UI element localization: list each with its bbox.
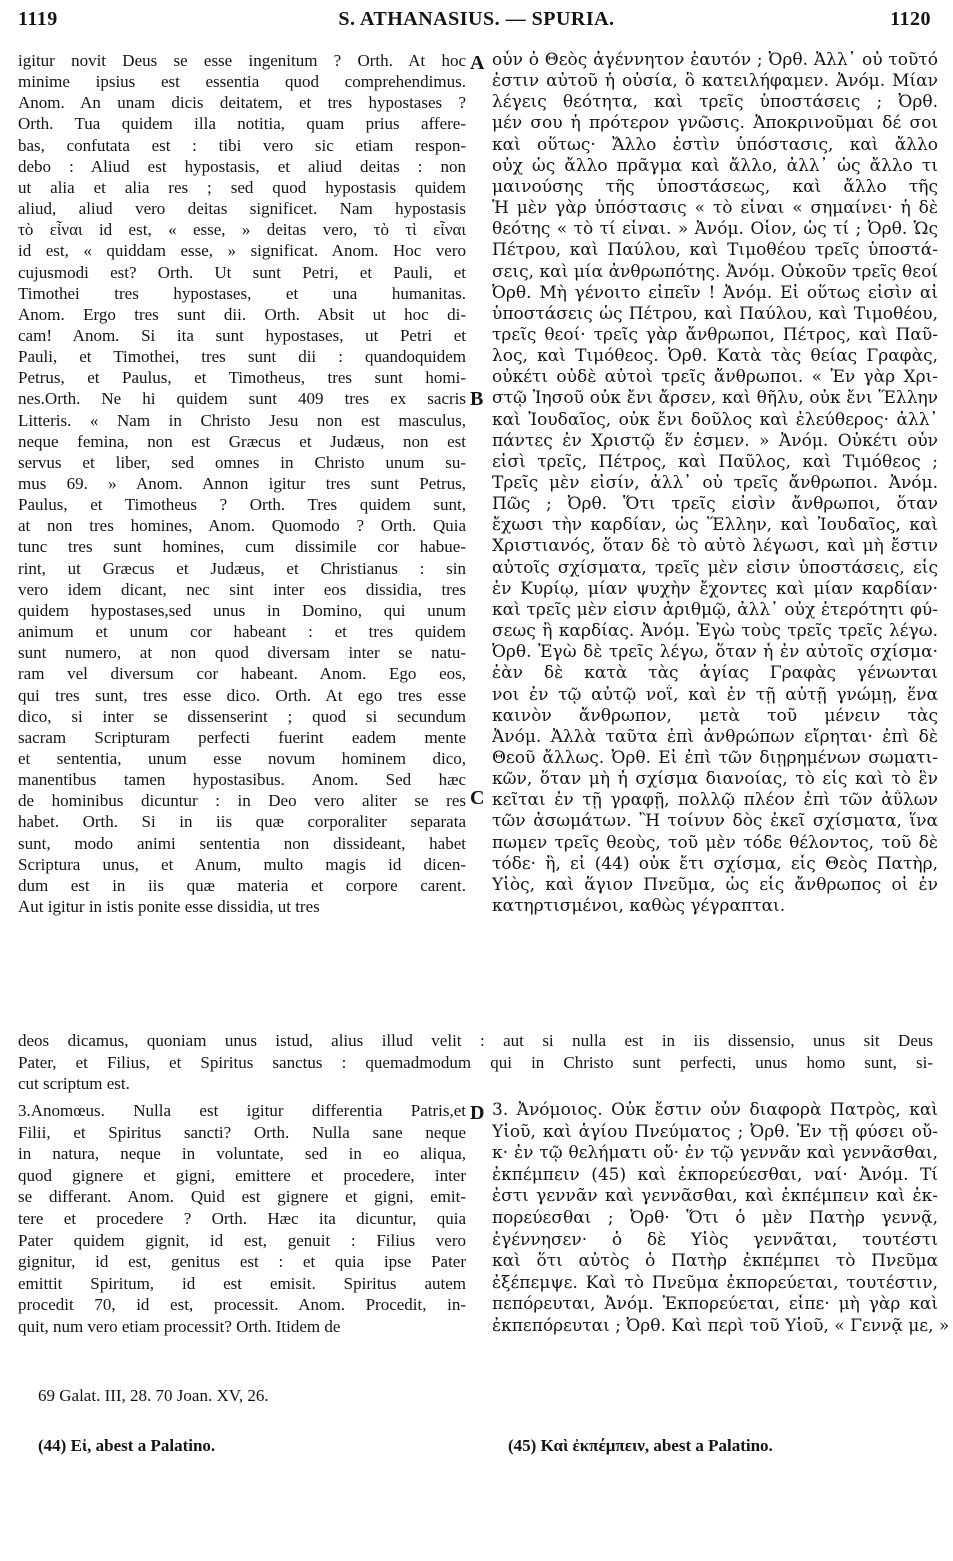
text-line: λος, καὶ Τιμόθεος. Ὀρθ. Κατὰ τὰς θείας Γραφὰς, xyxy=(492,346,938,367)
section-marker-b: B xyxy=(470,388,484,410)
text-line: καινὸν ἄνθρωπον, μετὰ τοῦ μένειν τὰς xyxy=(492,705,938,726)
text-line: cut scriptum est. xyxy=(18,1074,130,1093)
text-line: ἐν Κυρίῳ, μίαν ψυχὴν ἔχοντες καὶ μίαν καρδίαν· xyxy=(492,578,938,599)
text-line: Scriptura unus, et Anum, multo magis id dicen- xyxy=(18,854,466,874)
text-line: Υἱὸς, καὶ ἅγιον Πνεῦμα, ὡς εἷς ἄνθρωπος οἱ ἐν xyxy=(492,874,938,895)
text-line: ἐστιν αὐτοῦ ἡ οὐσία, ὃ κατειλήφαμεν. Ἀνόμ. Μίαν xyxy=(492,71,938,92)
text-line: ἐκπέμπειν (45) καὶ ἐκπορεύεσθαι, ναί· Ἀνόμ. Τί xyxy=(492,1164,938,1185)
text-line: σεις, καὶ μία ἀνθρωπότης. Ἀνόμ. Οὐκοῦν τρεῖς θεοί xyxy=(492,261,938,282)
text-line: Anom. An unam dicis deitatem, et tres hypostases ? xyxy=(18,93,466,113)
text-line: κ· ἐν τῷ θελήματι οὔ· ἐν τῷ γεννᾶν καὶ γεννᾶσθαι, xyxy=(492,1143,938,1164)
text-line: καὶ τρεῖς μὲν εἰσιν ἀριθμῷ, ἀλλ᾽ οὐχ ἑτερότητι φύ- xyxy=(492,599,938,620)
section-marker-a: A xyxy=(470,52,485,74)
text-line: aliud, aliud vero deitas significet. Nam hypostasis xyxy=(18,199,466,219)
text-line: dico, si inter se dissenserint ; quod si secundum xyxy=(18,706,466,726)
text-line: μέν σου ἡ πρότερον γνῶσις. Ἀποκρινοῦμαι δέ σοι xyxy=(492,113,938,134)
text-line: καὶ Ἰουδαῖος, οὐκ ἔνι δοῦλος καὶ ἐλεύθερος· ἀλλ᾽ xyxy=(492,409,938,430)
running-title: S. ATHANASIUS. — SPURIA. xyxy=(338,8,615,30)
footnote-44: (44) Εἰ, abest a Palatino. xyxy=(38,1436,216,1455)
text-line: ἐὰν δὲ κατὰ τὰς ἁγίας Γραφὰς γένωνται xyxy=(492,663,938,684)
text-line: servus et liber, sed omnes in Christo unum su- xyxy=(18,452,466,472)
text-line: at non tres homines, Anom. Quomodo ? Orth. Quia xyxy=(18,516,466,536)
text-line: vero idem dicant, nec sint inter eos dissidia, tres xyxy=(18,579,466,599)
text-line: αὐτοῖς σχίσματα, τρεῖς μὲν εἰσιν ὑποστάσεις, εἷς xyxy=(492,557,938,578)
text-line: ἐκπεπόρευται ; Ὀρθ. Καὶ περὶ τοῦ Υἱοῦ, « Γεννᾷ με, » xyxy=(492,1316,950,1336)
text-line: tunc tres sunt homines, cum dissimile cor habue- xyxy=(18,537,466,557)
text-line: Ὀρθ. Μὴ γένοιτο εἰπεῖν ! Ἀνόμ. Εἰ οὕτως εἰσὶν αἱ xyxy=(492,282,938,303)
text-line: Χριστιανός, ὅταν δὲ τὸ αὐτὸ λέγωσι, καὶ μὴ ἔστιν xyxy=(492,536,938,557)
scripture-footnotes: 69 Galat. III, 28. 70 Joan. XV, 26. xyxy=(38,1386,269,1405)
text-line: cujusmodi est? Orth. Ut sunt Petri, et Pauli, et xyxy=(18,262,466,282)
text-line: μαινούσης τῆς ὑποστάσεως, καὶ ἄλλο τῆς xyxy=(492,176,938,197)
text-line: et sententia, unum esse novum hominem dico, xyxy=(18,748,466,768)
text-line: πωμεν τρεῖς θεοὺς, τοῦ μὲν τόδε θέλοντος, τοῦ δὲ xyxy=(492,832,938,853)
text-line: sacram Scripturam perfecti fuerint eadem mente xyxy=(18,727,466,747)
page-number-left: 1119 xyxy=(18,8,58,30)
text-line: σεως ἢ καρδίας. Ἀνόμ. Ἐγὼ τοὺς τρεῖς τρεῖς λέγω. xyxy=(492,621,938,642)
text-line: de hominibus dicuntur : in Deo vero aliter se res xyxy=(18,791,466,811)
section-marker-c: C xyxy=(470,787,485,809)
text-line: quit, num vero etiam processit? Orth. Itidem de xyxy=(18,1317,341,1336)
text-line: id est, « quiddam esse, » significat. Anom. Hoc vero xyxy=(18,241,466,261)
text-line: sunt, modo animi sententia non dissideant, habet xyxy=(18,833,466,853)
text-line: neque femina, non est Græcus et Judæus, non est xyxy=(18,431,466,451)
greek-column-top xyxy=(492,50,938,918)
text-line: πάντες ἐν Χριστῷ ἕν ἐσμεν. » Ἀνόμ. Οὐκέτι οὖν xyxy=(492,430,938,451)
text-line: Filii, et Spiritus sancti? Orth. Nulla sane neque xyxy=(18,1122,466,1142)
text-line: κατηρτισμένοι, καθὼς γέγραπται. xyxy=(492,896,786,916)
text-line: νοι ἐν τῷ αὐτῷ νοΐ, καὶ ἐν τῇ αὐτῇ γνώμῃ, ἕνα xyxy=(492,684,938,705)
text-line: Θεοῦ ἄλλως. Ὀρθ. Εἰ ἐπὶ τῶν διῃρημένων σωματι- xyxy=(492,747,938,768)
text-line: καὶ ὅτι αὐτὸς ὁ Πατὴρ ἐκπέμπει τὸ Πνεῦμα xyxy=(492,1251,938,1272)
footnote-45: (45) Καὶ ἐκπέμπειν, abest a Palatino. xyxy=(508,1436,773,1455)
text-line: animum et unum cor habeant : et tres quidem xyxy=(18,622,466,642)
latin-column-bottom xyxy=(18,1100,466,1340)
text-line: ἐξέπεμψε. Καὶ τὸ Πνεῦμα ἐκπορεύεται, τουτέστιν, xyxy=(492,1272,938,1293)
text-line: deos dicamus, quoniam unus istud, alius illud velit : aut si nulla est in iis dissensio, unus sit Deus xyxy=(18,1031,933,1050)
text-line: Litteris. « Nam in Christo Jesu non est masculus, xyxy=(18,410,466,430)
text-line: Πῶς ; Ὀρθ. Ὅτι τρεῖς εἰσὶν ἄνθρωποι, ὅταν xyxy=(492,494,938,515)
text-line: se differant. Anom. Quid est gignere et gigni, emit- xyxy=(18,1187,466,1207)
text-line: nes.Orth. Ne hi quidem sunt 409 tres ex sacris xyxy=(18,389,466,409)
text-line: τὸ εἶναι id est, « esse, » deitas vero, τὸ τὶ εἶναι xyxy=(18,220,466,240)
text-line: κεῖται ἐν τῇ γραφῇ, πολλῷ πλέον ἐπὶ τῶν ἀΰλων xyxy=(492,790,938,811)
text-line: Pater quidem gignit, id est, genuit : Filius vero xyxy=(18,1230,466,1250)
text-line: rint, ut Græcus et Judæus, et Christianus : sin xyxy=(18,558,466,578)
text-line: Υἱοῦ, καὶ ἁγίου Πνεύματος ; Ὀρθ. Ἐν τῇ φύσει οὔ- xyxy=(492,1121,938,1142)
latin-column-top xyxy=(18,50,466,918)
text-line: bas, confutata est : tibi vero sic etiam respon- xyxy=(18,135,466,155)
page-number-right: 1120 xyxy=(890,8,931,30)
text-line: καὶ οὕτως· Ἄλλο ἐστὶν ὑπόστασις, καὶ ἄλλο xyxy=(492,134,938,155)
text-line: mus 69. » Anom. Annon igitur tres sunt Petrus, xyxy=(18,474,466,493)
text-line: πορεύεσθαι ; Ὀρθ· Ὅτι ὁ μὲν Πατὴρ γεννᾷ, xyxy=(492,1208,938,1228)
text-line: τῶν ἀσωμάτων. Ἢ τοίνυν δὸς ἐκεῖ σχίσματα, ἵνα xyxy=(492,811,938,832)
text-line: πεπόρευται, Ἀνόμ. Ἐκπορεύεται, εἶπε· μὴ γὰρ καὶ xyxy=(492,1294,938,1315)
text-line: Aut igitur in istis ponite esse dissidia, ut tres xyxy=(18,897,320,916)
text-line: procedit 70, id est, processit. Anom. Procedit, in- xyxy=(18,1295,466,1315)
text-line: dum est in iis quæ materia et corpore carent. xyxy=(18,875,466,895)
text-line: οὐχ ὡς ἄλλο πρᾶγμα καὶ ἄλλο, ἀλλ᾽ ὡς ἄλλο τι xyxy=(492,155,938,176)
text-line: θεότης « τὸ τί εἶναι. » Ἀνόμ. Οἷον, ὡς τί ; Ὀρθ. Ὡς xyxy=(492,219,938,240)
text-line: ὑποστάσεις ὡς Πέτρου, καὶ Παύλου, καὶ Τιμοθέου, xyxy=(492,303,938,324)
text-line: Anom. Ergo tres sunt dii. Orth. Absit ut hoc di- xyxy=(18,304,466,324)
text-line: Ἡ μὲν γὰρ ὑπόστασις « τὸ εἶναι « σημαίνει· ἡ δὲ xyxy=(492,198,938,219)
text-line: εἰσὶ τρεῖς, Πέτρος, καὶ Παῦλος, καὶ Τιμόθεος ; xyxy=(492,451,938,472)
latin-full-width-paragraph xyxy=(18,1030,933,1096)
text-line: Ἀνόμ. Ἀλλὰ ταῦτα ἐπὶ ἀνθρώπων εἴρηται· ἐπὶ δὲ xyxy=(492,726,938,747)
text-line: οὐκέτι οὐδὲ αὐτοὶ τρεῖς ἄνθρωποι. « Ἐν γὰρ Χρι- xyxy=(492,367,938,388)
text-line: Timothei tres hypostases, et una humanitas. xyxy=(18,283,466,303)
text-line: Τρεῖς μὲν εἰσίν, ἀλλ᾽ οὐ τρεῖς ἄνθρωποι. Ἀνόμ. xyxy=(492,473,938,493)
text-line: emittit Spiritum, id est emisit. Spiritus autem xyxy=(18,1273,466,1293)
text-line: 3.Anomœus. Nulla est igitur differentia Patris,et xyxy=(18,1101,466,1120)
text-line: στῷ Ἰησοῦ οὐκ ἔνι ἄρσεν, καὶ θῆλυ, οὐκ ἔνι Ἕλλην xyxy=(492,388,938,409)
section-marker-d: D xyxy=(470,1102,485,1124)
text-line: quidem hypostases,sed unus in Domino, qui unum xyxy=(18,600,466,620)
text-line: manentibus tamen hypostasibus. Anom. Sed hæc xyxy=(18,770,466,790)
text-line: sunt numero, at non quod diversam inter se natu- xyxy=(18,643,466,663)
text-line: ut alia et alia res ; sed quod hypostasis quidem xyxy=(18,177,466,197)
text-line: minime ipsius est essentia quod comprehendimus. xyxy=(18,72,466,92)
text-line: 3. Ἀνόμοιος. Οὐκ ἔστιν οὖν διαφορὰ Πατρὸς, καὶ xyxy=(492,1100,938,1120)
text-line: κῶν, ὅταν μὴ ἦ σχίσμα διανοίας, τὸ εἷς καὶ τὸ ἓν xyxy=(492,769,938,790)
text-line: tere et procedere ? Orth. Hæc ita dicuntur, quia xyxy=(18,1209,466,1228)
greek-column-bottom xyxy=(492,1100,950,1340)
text-line: ἐστι γεννᾶν καὶ γεννᾶσθαι, καὶ ἐκπέμπειν καὶ ἐκ- xyxy=(492,1186,938,1207)
text-line: λέγεις θεότητα, καὶ τρεῖς ὑποστάσεις ; Ὀρθ. xyxy=(492,92,938,113)
text-line: debo : Aliud est hypostasis, et aliud deitas : non xyxy=(18,156,466,176)
text-line: in natura, neque in voluntate, sed in eo aliqua, xyxy=(18,1144,466,1164)
text-line: gignitur, id est, genitus est : et quia ipse Pater xyxy=(18,1252,466,1272)
text-line: ἔχωσι τὴν καρδίαν, ὡς Ἕλλην, καὶ Ἰουδαῖος, καὶ xyxy=(492,515,938,536)
text-line: ἐγέννησεν· ὁ δὲ Υἱὸς γεννᾶται, τουτέστι xyxy=(492,1229,938,1250)
text-line: habet. Orth. Si in iis quæ corporaliter separata xyxy=(18,812,466,832)
text-line: Paulus, et Timotheus ? Orth. Tres quidem sunt, xyxy=(18,495,466,515)
text-line: cam! Anom. Si ita sunt hypostases, ut Petri et xyxy=(18,325,466,345)
text-line: οὖν ὁ Θεὸς ἀγέννητον ἑαυτόν ; Ὀρθ. Ἀλλ᾽ οὐ τοῦτό xyxy=(492,50,938,70)
text-line: igitur novit Deus se esse ingenitum ? Orth. At hoc xyxy=(18,51,466,70)
text-line: Πέτρου, καὶ Παύλου, καὶ Τιμοθέου τρεῖς ὑποστά- xyxy=(492,240,938,261)
text-line: quod gignere et gigni, emittere et procedere, inter xyxy=(18,1165,466,1185)
text-line: Petrus, et Paulus, et Timotheus, tres sunt homi- xyxy=(18,368,466,388)
text-line: τρεῖς θεοί· τρεῖς γὰρ ἄνθρωποι, Πέτρος, καὶ Παῦ- xyxy=(492,324,938,345)
text-line: ram vel diversum cor habeant. Anom. Ego eos, xyxy=(18,664,466,684)
text-line: Ὀρθ. Ἐγὼ δὲ τρεῖς λέγω, ὅταν ἦ ἐν αὐτοῖς σχίσμα· xyxy=(492,642,938,663)
text-line: Pauli, et Timothei, tres sunt dii : quandoquidem xyxy=(18,347,466,367)
text-line: τόδε· ἢ, εἰ (44) οὐκ ἔτι σχίσμα, εἷς Θεὸς Πατὴρ, xyxy=(492,853,938,874)
text-line: qui tres sunt, tres esse dico. Orth. At ego tres esse xyxy=(18,685,466,705)
text-line: Pater, et Filius, et Spiritus sanctus : quemadmodum qui in Christo sunt perfecti, unus homo sunt, si- xyxy=(18,1052,933,1072)
text-line: Orth. Tua quidem illa notitia, quam prius affere- xyxy=(18,114,466,134)
